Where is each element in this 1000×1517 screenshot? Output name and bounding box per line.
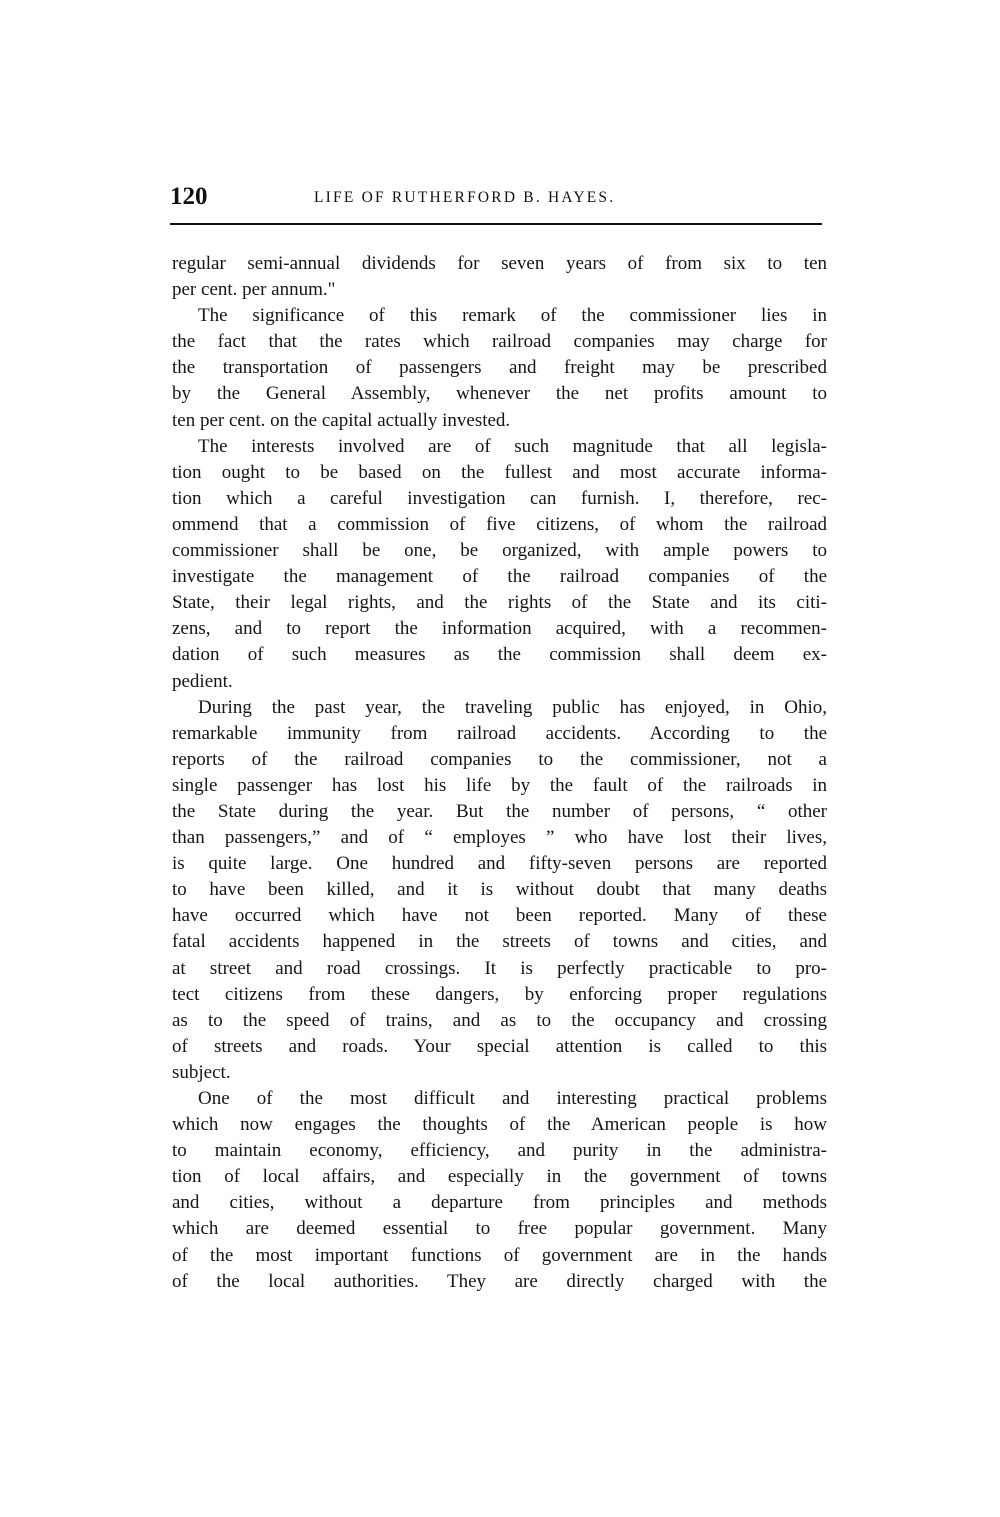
text-line: the fact that the rates which railroad companies may charge for — [172, 331, 827, 353]
text-line: subject. — [172, 1061, 231, 1083]
text-line: The interests involved are of such magnitude that all legisla- — [198, 435, 827, 457]
text-line: investigate the management of the railroad companies of the — [172, 566, 827, 588]
text-line: The significance of this remark of the commissioner lies in — [198, 305, 827, 327]
text-line: ommend that a commission of five citizens, of whom the railroad — [172, 513, 827, 535]
text-line: of the local authorities. They are directly charged with the — [172, 1270, 827, 1292]
body-text — [172, 251, 827, 1295]
text-line: to maintain economy, efficiency, and purity in the administra- — [172, 1140, 827, 1162]
text-line: ten per cent. on the capital actually invested. — [172, 409, 511, 431]
paragraph — [172, 1086, 827, 1295]
text-line: One of the most difficult and interesting practical problems — [198, 1088, 827, 1109]
header-rule — [170, 223, 822, 225]
text-line: to have been killed, and it is without doubt that many deaths — [172, 879, 827, 901]
text-line: than passengers,” and of “ employes ” who have lost their lives, — [172, 827, 827, 849]
text-line: During the past year, the traveling public has enjoyed, in Ohio, — [198, 696, 827, 718]
text-line: per cent. per annum." — [172, 279, 336, 301]
text-line: which are deemed essential to free popular government. Many — [172, 1218, 827, 1240]
text-line: tion ought to be based on the fullest and most accurate informa- — [172, 461, 827, 483]
text-line: is quite large. One hundred and fifty-seven persons are reported — [172, 853, 827, 875]
paragraph — [172, 695, 827, 1086]
text-line: tect citizens from these dangers, by enforcing proper regulations — [172, 983, 827, 1005]
page-number: 120 — [170, 183, 208, 210]
running-head — [170, 183, 825, 213]
text-line: regular semi-annual dividends for seven years of from six to ten — [172, 253, 827, 274]
text-line: the State during the year. But the number of persons, “ other — [172, 800, 827, 822]
text-line: single passenger has lost his life by the fault of the railroads in — [172, 774, 827, 796]
text-line: at street and road crossings. It is perfectly practicable to pro- — [172, 957, 827, 979]
text-line: the transportation of passengers and freight may be prescribed — [172, 357, 827, 379]
text-line: have occurred which have not been reported. Many of these — [172, 905, 827, 927]
text-line: by the General Assembly, whenever the net profits amount to — [172, 383, 827, 405]
text-line: commissioner shall be one, be organized, with ample powers to — [172, 540, 827, 562]
text-line: fatal accidents happened in the streets of towns and cities, and — [172, 931, 827, 953]
text-line: of streets and roads. Your special attention is called to this — [172, 1035, 827, 1057]
text-line: zens, and to report the information acquired, with a recommen- — [172, 618, 827, 640]
text-line: dation of such measures as the commission shall deem ex- — [172, 644, 827, 666]
text-line: pedient. — [172, 670, 233, 692]
text-line: State, their legal rights, and the rights of the State and its citi- — [172, 592, 827, 614]
paragraph — [172, 303, 827, 433]
text-line: tion of local affairs, and especially in the government of towns — [172, 1166, 827, 1188]
text-line: of the most important functions of government are in the hands — [172, 1244, 827, 1266]
text-line: as to the speed of trains, and as to the occupancy and crossing — [172, 1009, 827, 1031]
text-line: and cities, without a departure from principles and methods — [172, 1192, 827, 1214]
text-line: which now engages the thoughts of the American people is how — [172, 1114, 827, 1136]
paragraph — [172, 251, 827, 303]
running-title: LIFE OF RUTHERFORD B. HAYES. — [314, 189, 616, 206]
paragraph — [172, 434, 827, 695]
text-line: remarkable immunity from railroad accidents. According to the — [172, 722, 827, 744]
text-line: tion which a careful investigation can furnish. I, therefore, rec- — [172, 487, 827, 509]
text-line: reports of the railroad companies to the commissioner, not a — [172, 748, 827, 770]
